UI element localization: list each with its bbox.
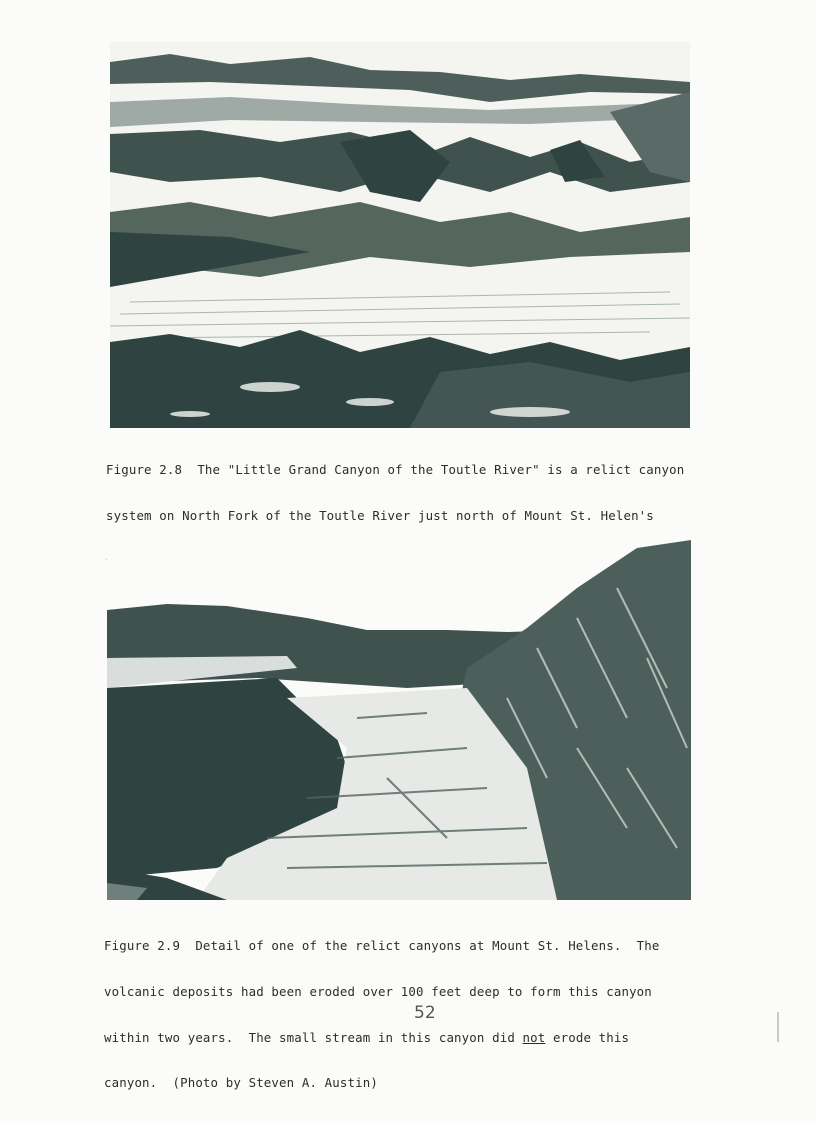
caption-line: canyon. (Photo by Steven A. Austin)	[104, 1075, 378, 1091]
caption-line: volcanic deposits had been eroded over 100 feet deep to form this canyon	[104, 984, 652, 1000]
caption-line: Figure 2.8 The "Little Grand Canyon of the Toutle River" is a relict canyon	[106, 462, 685, 478]
canyon-landscape-photo-2	[107, 538, 691, 900]
caption-line-tail: erode this	[545, 1029, 630, 1045]
underlined-word: not	[522, 1029, 546, 1045]
canyon-landscape-photo-1	[110, 42, 690, 428]
caption-line: system on North Fork of the Toutle River just north of Mount St. Helen's	[106, 508, 654, 524]
caption-line	[104, 1030, 660, 1045]
page-number: 52	[414, 1003, 436, 1023]
figure-2-9-caption	[104, 908, 660, 1121]
caption-line-text: within two years. The small stream in this canyon did	[104, 1029, 523, 1045]
caption-line: Figure 2.9 Detail of one of the relict canyons at Mount St. Helens. The	[104, 938, 660, 954]
scan-edge-mark	[777, 1012, 779, 1042]
figure-2-9-photo	[107, 538, 691, 900]
figure-2-8-photo	[110, 42, 690, 428]
